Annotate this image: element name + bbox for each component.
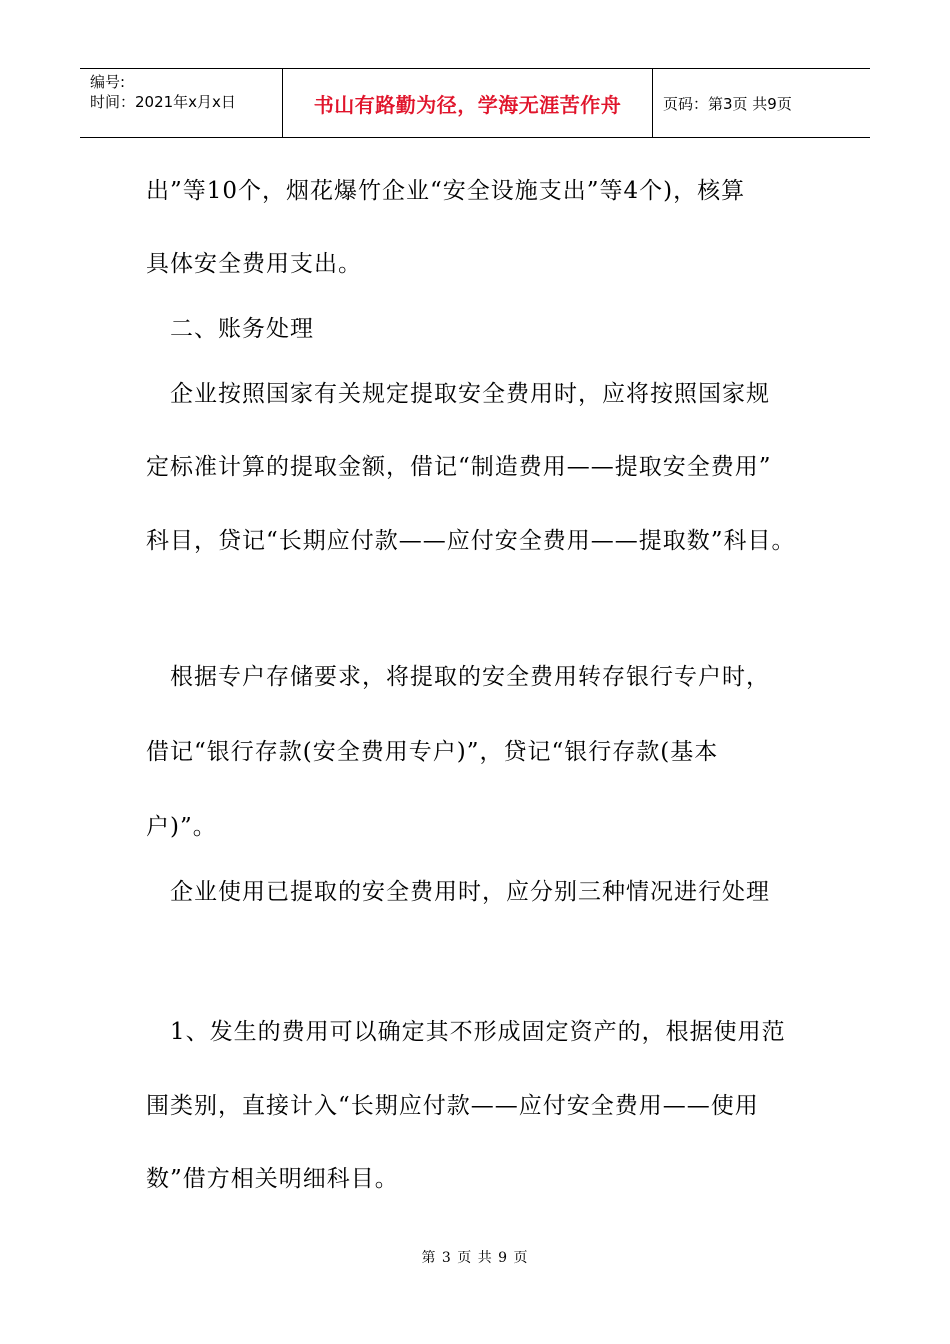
section-heading: 二、账务处理 xyxy=(146,316,314,342)
body-line: 企业使用已提取的安全费用时，应分别三种情况进行处理 xyxy=(146,879,770,905)
body-line: 围类别，直接计入“长期应付款——应付安全费用——使用 xyxy=(146,1093,759,1119)
body-line: 1、发生的费用可以确定其不形成固定资产的，根据使用范 xyxy=(146,1019,786,1045)
page-footer: 第 3 页 共 9 页 xyxy=(421,1250,529,1266)
header-motto: 书山有路勤为径，学海无涯苦作舟 xyxy=(283,69,653,137)
header-page-code: 页码：第3页 共9页 xyxy=(663,94,792,113)
header-meta xyxy=(80,69,283,137)
body-line: 科目，贷记“长期应付款——应付安全费用——提取数”科目。 xyxy=(146,528,796,554)
body-line: 定标准计算的提取金额，借记“制造费用——提取安全费用” xyxy=(146,454,772,480)
body-line: 具体安全费用支出。 xyxy=(146,251,362,277)
body-line: 企业按照国家有关规定提取安全费用时，应将按照国家规 xyxy=(146,381,770,407)
number-label: 编号: xyxy=(90,73,126,91)
body-line: 出”等10个，烟花爆竹企业“安全设施支出”等4个)，核算 xyxy=(146,178,746,204)
time-label: 时间：2021年x月x日 xyxy=(90,93,236,111)
body-line: 借记“银行存款(安全费用专户)”，贷记“银行存款(基本 xyxy=(146,739,719,765)
body-line: 数”借方相关明细科目。 xyxy=(146,1166,399,1192)
body-line: 户)”。 xyxy=(146,814,217,840)
body-line: 根据专户存储要求，将提取的安全费用转存银行专户时， xyxy=(146,664,770,690)
document-header xyxy=(80,68,870,138)
